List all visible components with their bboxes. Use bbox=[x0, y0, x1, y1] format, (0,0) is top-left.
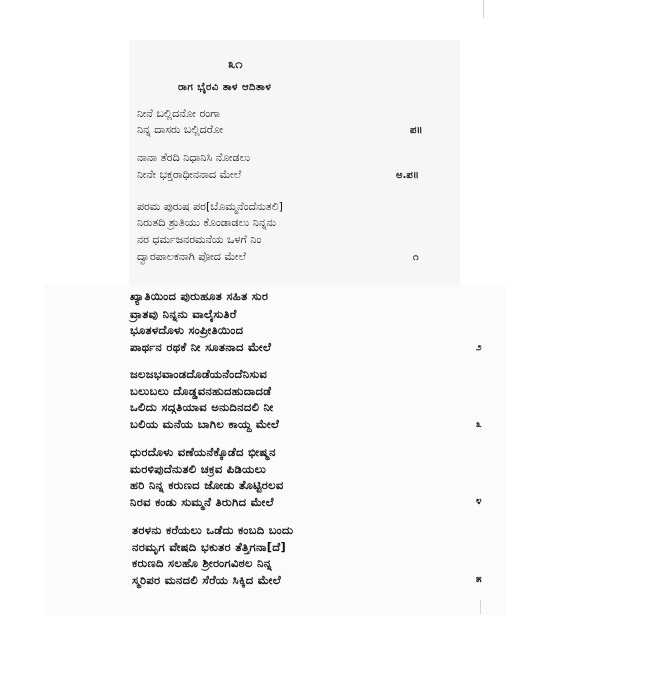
stanza-line: ನಾನಾ ತೆರದಿ ನಿಧಾನಿಸಿ ನೋಡಲು bbox=[137, 151, 251, 164]
stanza-line: ನರಮೃಗ ವೇಷದಿ ಭಕುತರ ತೆತ್ತಿಗನಾ[ದೆ] bbox=[132, 540, 286, 554]
stanza-marker: ೨ bbox=[476, 342, 482, 353]
stanza-line: ನಿರವ ಕಂಡು ಸುಮ್ಮನೆ ತಿರುಗಿದ ಮೇಲೆ bbox=[130, 495, 274, 509]
stanza-line: ಜಲಜಭವಾಂಡದೊಡೆಯನೆಂದೆನಿಸುವ bbox=[130, 367, 268, 381]
stanza-line: ನಿನ್ನ ದಾಸರು ಬಲ್ಲಿದರೋ bbox=[137, 123, 224, 136]
stanza-line: ಪರಮ ಪುರುಷ ಪರ[ಬೊಮ್ಮನೆಂದೆನುತಲಿ] bbox=[137, 200, 283, 213]
stanza-line: ಹರಿ ನಿನ್ನ ಕರುಣದ ಜೋಡು ತೊಟ್ಟಿರಲವ bbox=[130, 478, 284, 492]
scan-edge-line-bottom bbox=[480, 600, 481, 614]
stanza-line: ಮರಳಿಪುದೆನುತಲಿ ಚಕ್ರವ ಪಿಡಿಯಲು bbox=[130, 462, 267, 476]
stanza-line: ನೀನೇ ಭಕ್ತರಾಧೀನನಾದ ಮೇಲೆ bbox=[137, 168, 242, 181]
stanza-line: ಧುರದೊಳು ವಣೆಯನೆಕ್ಕೊಡೆದ ಭೀಷ್ಮನ bbox=[130, 445, 276, 459]
stanza-marker: ೩ bbox=[476, 419, 482, 430]
page-number: ೩೧ bbox=[228, 57, 243, 72]
stanza-line: ನೀನೆ ಬಲ್ಲಿದನೋ ರಂಗಾ bbox=[137, 107, 220, 120]
stanza-line: ನಿರುತದಿ ಶ್ರುತಿಯು ಕೊಂಡಾಡಲು ನಿನ್ನನು bbox=[137, 216, 277, 229]
stanza-marker: ೧ bbox=[413, 252, 419, 263]
stanza-marker: ಅ.ಪ॥ bbox=[396, 170, 419, 181]
scan-edge-line bbox=[483, 0, 484, 18]
stanza-line: ಕರುಣದಿ ಸಲಹೊ ಶ್ರೀರಂಗವಿಠಲ ನಿನ್ನ bbox=[132, 556, 273, 570]
stanza-line: ಪಾರ್ಥನ ರಥಕೆ ನೀ ಸೂತನಾದ ಮೇಲೆ bbox=[130, 340, 272, 354]
stanza-line: ಸ್ಮರಿಪರ ಮನದಲಿ ಸೆರೆಯ ಸಿಕ್ಕಿದ ಮೇಲೆ bbox=[132, 573, 281, 587]
stanza-line: ದ್ವಾರಪಾಲಕನಾಗಿ ಪೋದ ಮೇಲೆ bbox=[137, 250, 246, 263]
stanza-line: ನರ ಧರ್ಮಜನರಮನೆಯ ಒಳಗೆ ನಿಂ bbox=[137, 233, 262, 246]
stanza-line: ಭೂತಳದೊಳು ಸಂಪ್ರೀತಿಯಿಂದ bbox=[130, 323, 244, 337]
stanza-line: ಒಲಿದು ಸದ್ಗತಿಯಾವ ಅನುದಿನದಲಿ ನೀ bbox=[130, 400, 274, 414]
stanza-marker: ಪ॥ bbox=[410, 125, 423, 136]
stanza-marker: ೫ bbox=[476, 574, 482, 585]
stanza-line: ಬಲುಬಲು ದೊಡ್ಡವನಹುದಹುದಾದಡೆ bbox=[130, 384, 272, 398]
stanza-line: ವ್ರಾತವು ನಿನ್ನನು ವಾಲೈಸುತಿರೆ bbox=[130, 307, 237, 321]
raga-tala-heading: ರಾಗ ಭೈರವಿ ತಾಳ ಆದಿತಾಳ bbox=[178, 82, 272, 93]
stanza-marker: ೪ bbox=[476, 496, 482, 507]
stanza-line: ಖ್ಯಾತಿಯಿಂದ ಪುರುಹೂತ ಸಹಿತ ಸುರ bbox=[130, 289, 269, 303]
stanza-line: ತರಳನು ಕರೆಯಲು ಒಡೆದು ಕಂಬದಿ ಬಂದು bbox=[132, 523, 294, 537]
stanza-line: ಬಲಿಯ ಮನೆಯ ಬಾಗಿಲ ಕಾಯ್ದ ಮೇಲೆ bbox=[130, 417, 280, 431]
